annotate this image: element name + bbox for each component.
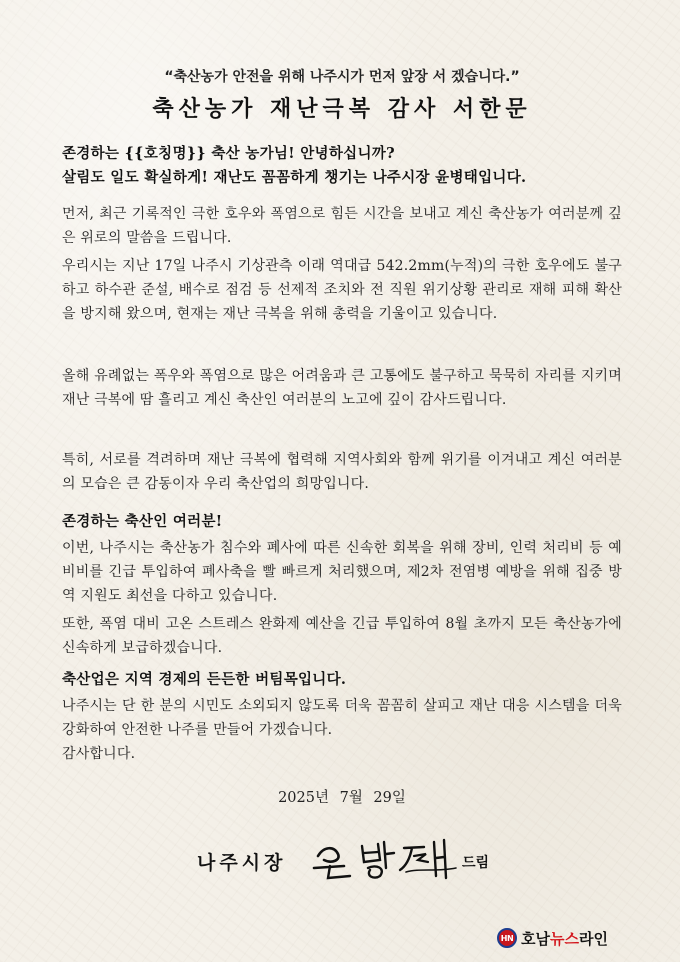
heading-livestock-farmers: 존경하는 축산인 여러분! xyxy=(62,513,223,530)
news-outlet-logo xyxy=(497,928,608,948)
logo-name-part3: 라인 xyxy=(578,929,608,948)
paragraph-recovery: 이번, 나주시는 축산농가 침수와 폐사에 따른 신속한 회복을 위해 장비, 인력 처리비 등 예비비를 긴급 투입하여 폐사축을 빨 빠르게 처리했으며, 제2차 전염병 예방을 위해 집중 방역 지원도 최선을 다하고 있습니다. xyxy=(62,540,622,604)
paragraph-thanks: 감사합니다. xyxy=(62,746,136,762)
honam-newsline-logo-icon: HN xyxy=(497,928,517,948)
paragraph-promise: 나주시는 단 한 분의 시민도 소외되지 않도록 더욱 꼼꼼히 살피고 재난 대응 시스템을 더욱 강화하여 안전한 나주를 만들어 가겠습니다. xyxy=(62,698,622,738)
paragraph-response: 우리시는 지난 17일 나주시 기상관측 이래 역대급 542.2mm(누적)의 극한 호우에도 불구하고 하수관 준설, 배수로 점검 등 선제적 조치와 전 직원 위기상황 관리로 재해 피해 확산을 방지해 왔으며, 현재는 재난 극복을 위해 총력을 기울이고 있습니다. xyxy=(62,258,622,322)
paragraph-gratitude: 올해 유례없는 폭우와 폭염으로 많은 어려움과 큰 고통에도 불구하고 묵묵히 자리를 지키며 재난 극복에 땀 흘리고 계신 축산인 여러분의 노고에 깊이 감사드립니다. xyxy=(62,368,622,408)
paragraph-heatwave: 또한, 폭염 대비 고온 스트레스 완화제 예산을 긴급 투입하여 8월 초까지 모든 축산농가에 신속하게 보급하겠습니다. xyxy=(62,616,622,656)
signer-title: 나주시장 xyxy=(197,852,287,874)
letter-quote: “축산농가 안전을 위해 나주시가 먼저 앞장 서 겠습니다.” xyxy=(164,69,520,85)
letter-title: 축산농가 재난극복 감사 서한문 xyxy=(152,97,532,122)
heading-economy: 축산업은 지역 경제의 든든한 버팀목입니다. xyxy=(62,671,347,688)
greeting-line-2: 살림도 일도 확실하게! 재난도 꼼꼼하게 챙기는 나주시장 윤병태입니다. xyxy=(62,169,527,186)
greeting-line-1: 존경하는 {{호칭명}} 축산 농가님! 안녕하십니까? xyxy=(62,145,395,162)
signer-suffix: 드림 xyxy=(462,855,490,871)
logo-name-part1: 호남 xyxy=(521,929,550,948)
logo-name-part2: 뉴스 xyxy=(549,929,579,948)
logo-name xyxy=(521,928,608,949)
handwritten-signature xyxy=(310,838,460,882)
letter-date: 2025년 7월 29일 xyxy=(278,790,406,806)
paragraph-condolence: 먼저, 최근 기록적인 극한 호우와 폭염으로 힘든 시간을 보내고 계신 축산농가 여러분께 깊은 위로의 말씀을 드립니다. xyxy=(62,206,622,246)
signature-block xyxy=(62,836,622,886)
paragraph-community: 특히, 서로를 격려하며 재난 극복에 협력해 지역사회와 함께 위기를 이겨내고 계신 여러분의 모습은 큰 감동이자 우리 축산업의 희망입니다. xyxy=(62,452,622,492)
